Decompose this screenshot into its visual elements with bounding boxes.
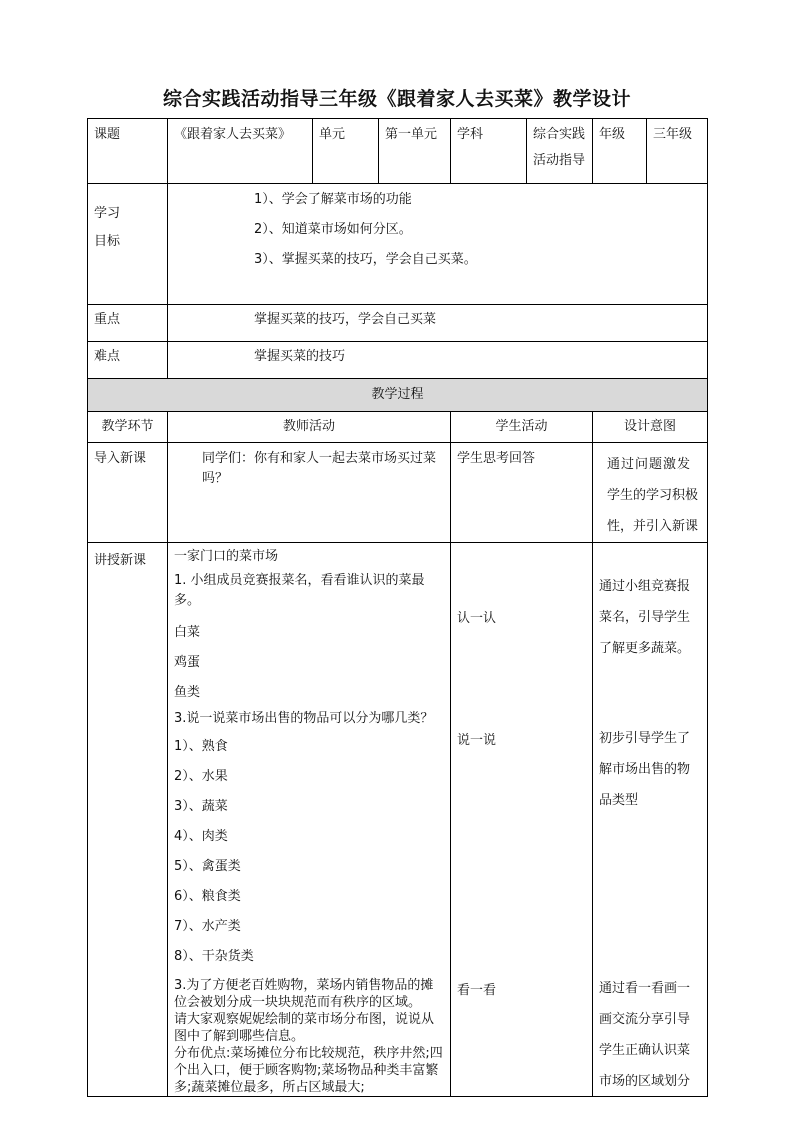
vegetable-item: 白菜 bbox=[174, 625, 201, 640]
category-item: 2）、水果 bbox=[174, 769, 228, 784]
col-teacher: 教师活动 bbox=[168, 412, 451, 443]
intent-line: 通过问题激发 bbox=[607, 457, 692, 472]
subject-line-2: 活动指导 bbox=[533, 153, 586, 168]
category-item: 1）、熟食 bbox=[174, 739, 228, 754]
goals-content bbox=[168, 184, 708, 305]
vegetable-list bbox=[174, 623, 444, 703]
topic-value: 《跟着家人去买菜》 bbox=[168, 119, 313, 184]
student-activity: 说一说 bbox=[457, 733, 497, 748]
grade-value: 三年级 bbox=[647, 119, 708, 184]
category-item: 4）、肉类 bbox=[174, 829, 228, 844]
page-title: 综合实践活动指导三年级《跟着家人去买菜》教学设计 bbox=[162, 88, 631, 110]
intent-line: 初步引导学生了 bbox=[599, 731, 691, 746]
goal-item: 3）、掌握买菜的技巧，学会自己买菜。 bbox=[254, 252, 477, 267]
difficulty-row bbox=[88, 342, 708, 379]
subject-value bbox=[527, 119, 593, 184]
intent-line: 通过小组竞赛报 bbox=[599, 579, 691, 594]
category-item: 5）、禽蛋类 bbox=[174, 859, 241, 874]
intent-block-2 bbox=[599, 723, 690, 816]
teach-student bbox=[451, 543, 593, 1097]
label-grade: 年级 bbox=[593, 119, 647, 184]
intent-block-3 bbox=[599, 973, 690, 1097]
intent-line: 了解更多蔬菜。 bbox=[599, 641, 691, 656]
student-activity: 认一认 bbox=[457, 611, 497, 626]
process-title-row bbox=[88, 379, 708, 412]
vegetable-item: 鸡蛋 bbox=[174, 655, 201, 670]
intent-line: 解市场出售的物 bbox=[599, 762, 691, 777]
label-topic: 课题 bbox=[88, 119, 168, 184]
col-intent: 设计意图 bbox=[593, 412, 708, 443]
goal-item: 2）、知道菜市场如何分区。 bbox=[254, 222, 412, 237]
goals-label-line-1: 学习 bbox=[94, 206, 121, 221]
col-student: 学生活动 bbox=[451, 412, 593, 443]
key-point-text: 掌握买菜的技巧，学会自己买菜 bbox=[168, 305, 708, 342]
vegetable-item: 鱼类 bbox=[174, 685, 201, 700]
col-stage: 教学环节 bbox=[88, 412, 168, 443]
intent-line: 性，并引入新课 bbox=[607, 519, 699, 534]
label-unit: 单元 bbox=[313, 119, 379, 184]
unit-value: 第一单元 bbox=[379, 119, 451, 184]
goal-item: 1）、学会了解菜市场的功能 bbox=[254, 192, 412, 207]
intro-stage: 导入新课 bbox=[88, 443, 168, 543]
intro-row bbox=[88, 443, 708, 543]
difficulty-label: 难点 bbox=[88, 342, 168, 379]
teach-intent bbox=[593, 543, 708, 1097]
goals-label-line-2: 目标 bbox=[94, 234, 121, 249]
intent-line: 市场的区域划分 bbox=[599, 1074, 691, 1089]
question-line: 3.说一说菜市场出售的物品可以分为哪几类？ bbox=[174, 711, 434, 726]
paragraph: 3.为了方便老百姓购物，菜场内销售物品的摊位会被划分成一块块规范而有秩序的区域。 bbox=[174, 978, 434, 1010]
paragraph: 请大家观察妮妮绘制的菜市场分布图，说说从图中了解到哪些信息。 bbox=[174, 1012, 435, 1044]
key-point-row bbox=[88, 305, 708, 342]
header-row bbox=[88, 119, 708, 184]
intent-line: 通过看一看画一 bbox=[599, 981, 691, 996]
category-item: 3）、蔬菜 bbox=[174, 799, 228, 814]
category-item: 6）、粮食类 bbox=[174, 889, 241, 904]
process-title: 教学过程 bbox=[88, 379, 708, 412]
intent-line: 品类型 bbox=[599, 793, 639, 808]
teacher-line: 一家门口的菜市场 bbox=[174, 549, 279, 564]
teach-stage: 讲授新课 bbox=[88, 543, 168, 1097]
subject-line-1: 综合实践 bbox=[533, 127, 586, 142]
intro-intent bbox=[593, 443, 708, 543]
difficulty-text: 掌握买菜的技巧 bbox=[168, 342, 708, 379]
label-subject: 学科 bbox=[451, 119, 527, 184]
intent-line: 学生的学习积极 bbox=[607, 488, 699, 503]
category-item: 7）、水产类 bbox=[174, 919, 241, 934]
teach-teacher bbox=[168, 543, 451, 1097]
paragraph: 分布优点:菜场摊位分布比较规范，秩序井然;四个出入口，便于顾客购物;菜场物品种类丰富繁多;蔬菜摊位最多，所占区域最大; bbox=[174, 1046, 443, 1095]
intro-teacher: 同学们：你有和家人一起去菜市场买过菜吗？ bbox=[168, 443, 451, 543]
intent-block-1 bbox=[599, 571, 690, 664]
intent-line: 学生正确认识菜 bbox=[599, 1043, 691, 1058]
key-point-label: 重点 bbox=[88, 305, 168, 342]
category-list bbox=[174, 737, 444, 967]
category-item: 8）、干杂货类 bbox=[174, 949, 254, 964]
lesson-plan-table bbox=[87, 118, 708, 1097]
columns-row bbox=[88, 412, 708, 443]
teacher-line: 1. 小组成员竞赛报菜名，看看谁认识的菜最多。 bbox=[174, 573, 425, 608]
intent-line: 画交流分享引导 bbox=[599, 1012, 691, 1027]
intro-student: 学生思考回答 bbox=[451, 443, 593, 543]
student-activity: 看一看 bbox=[457, 983, 497, 998]
teach-row bbox=[88, 543, 708, 1097]
goals-row bbox=[88, 184, 708, 305]
goals-label bbox=[88, 184, 168, 305]
intent-line: 菜名，引导学生 bbox=[599, 610, 691, 625]
